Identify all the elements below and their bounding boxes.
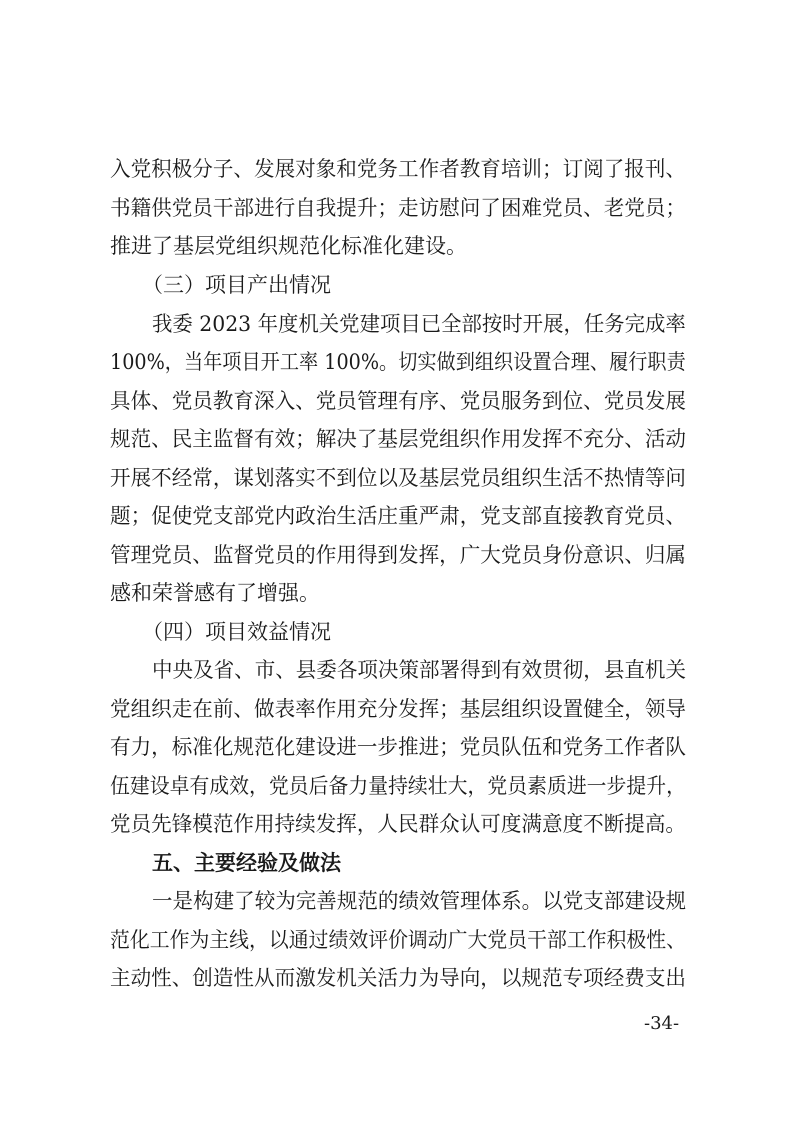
body-line: [0, 190, 793, 226]
line-text: 推进了基层党组织规范化标准化建设。: [110, 234, 467, 258]
page-number: -34-: [644, 1013, 680, 1034]
line-text: 范化工作为主线，以通过绩效评价调动广大党员干部工作积极性、: [110, 928, 686, 952]
line-text: 有力，标准化规范化建设进一步推进；党员队伍和党务工作者队: [110, 735, 687, 759]
body-line: [0, 691, 793, 727]
subheading-text: （三）项目产出情况: [142, 273, 331, 297]
body-line: [0, 768, 793, 804]
body-line: [0, 228, 793, 264]
heading-text: 五、主要经验及做法: [152, 851, 341, 875]
body-line: [0, 960, 793, 996]
body-line: [0, 498, 793, 534]
body-line: [0, 575, 793, 611]
section-subheading: [0, 614, 793, 650]
body-line: [0, 883, 793, 919]
body-line: [0, 460, 793, 496]
line-text: 100%，当年项目开工率 100%。切实做到组织设置合理、履行职责: [110, 350, 686, 374]
line-text: 入党积极分子、发展对象和党务工作者教育培训；订阅了报刊、: [110, 157, 687, 181]
section-subheading: [0, 267, 793, 303]
line-text: 一是构建了较为完善规范的绩效管理体系。以党支部建设规: [152, 889, 686, 913]
body-line: [0, 806, 793, 842]
line-text: 具体、党员教育深入、党员管理有序、党员服务到位、党员发展: [110, 389, 687, 413]
line-text: 中央及省、市、县委各项决策部署得到有效贯彻，县直机关: [152, 658, 686, 682]
body-line: [0, 151, 793, 187]
line-text: 书籍供党员干部进行自我提升；走访慰问了困难党员、老党员；: [110, 196, 687, 220]
line-text: 我委 2023 年度机关党建项目已全部按时开展，任务完成率: [152, 312, 686, 336]
line-text: 题；促使党支部党内政治生活庄重严肃，党支部直接教育党员、: [110, 504, 687, 528]
line-text: 主动性、创造性从而激发机关活力为导向，以规范专项经费支出: [110, 966, 687, 990]
line-text: 开展不经常，谋划落实不到位以及基层党员组织生活不热情等问: [110, 466, 687, 490]
body-line: [0, 383, 793, 419]
body-line: [0, 729, 793, 765]
section-heading: [0, 845, 793, 881]
body-line: [0, 344, 793, 380]
body-line: [0, 306, 793, 342]
line-text: 党员先锋模范作用持续发挥，人民群众认可度满意度不断提高。: [110, 812, 687, 836]
line-text: 党组织走在前、做表率作用充分发挥；基层组织设置健全，领导: [110, 697, 687, 721]
subheading-text: （四）项目效益情况: [142, 620, 331, 644]
line-text: 伍建设卓有成效，党员后备力量持续壮大，党员素质进一步提升，: [110, 774, 686, 798]
body-line: [0, 537, 793, 573]
body-line: [0, 652, 793, 688]
line-text: 感和荣誉感有了增强。: [110, 581, 320, 605]
line-text: 管理党员、监督党员的作用得到发挥，广大党员身份意识、归属: [110, 543, 687, 567]
body-line: [0, 421, 793, 457]
line-text: 规范、民主监督有效；解决了基层党组织作用发挥不充分、活动: [110, 427, 687, 451]
body-line: [0, 922, 793, 958]
